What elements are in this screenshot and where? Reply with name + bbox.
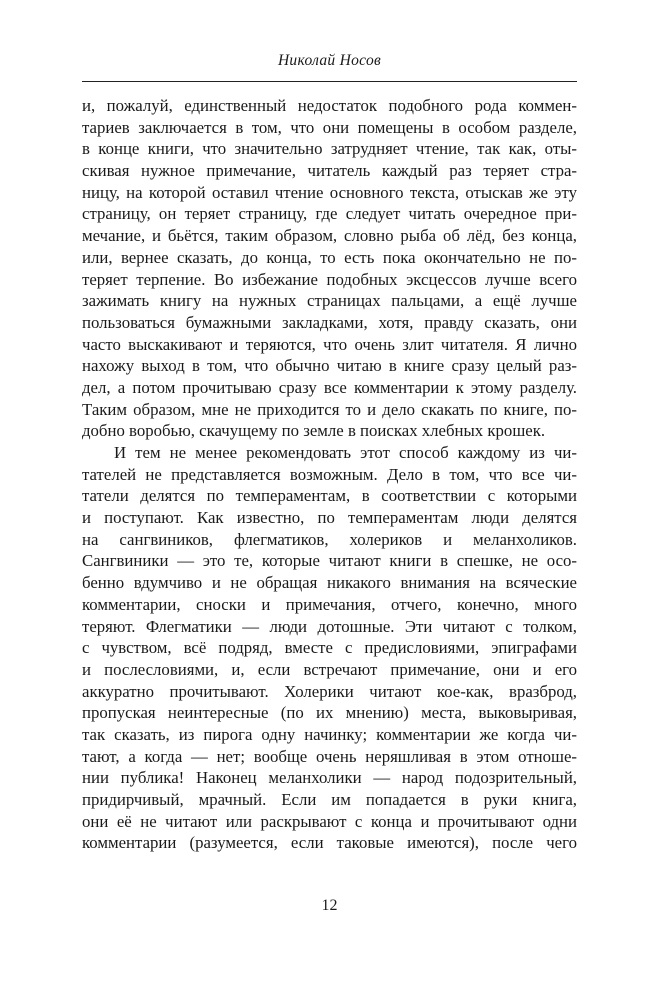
text-line: добно воробью, скачущему по земле в поисках хлебных крошек. [82,421,546,441]
text-line: Сангвиники — это те, которые читают книги в спешке, не осо- [82,551,577,571]
text-line: комментарии (разумеется, если таковые имеются), после чего [82,833,577,853]
text-line: мечание, и бьётся, таким образом, словно рыба об лёд, без конца, [82,226,577,246]
text-line: страницу, он теряет страницу, где следует читать очередное при- [82,204,577,224]
text-line: дел, а потом прочитываю сразу все комментарии к этому разделу. [82,377,577,397]
text-line: тают, а когда — нет; вообще очень неряшливая в этом отноше- [82,746,577,766]
paragraph-1 [82,95,577,442]
text-line: тателей не представляется возможным. Дело в том, что все чи- [82,464,577,484]
text-line: аккуратно прочитывают. Холерики читают кое-как, вразброд, [82,681,577,701]
text-line: и, пожалуй, единственный недостаток подобного рода коммен- [82,96,577,115]
text-line: нии публика! Наконец меланхолики — народ подозрительный, [82,768,577,788]
text-line: зажимать книгу на нужных страницах пальцами, а ещё лучше [82,291,577,311]
text-line: и поступают. Как известно, по темпераментам люди делятся [82,508,577,528]
text-line: пропуская неинтересные (по их мнению) места, выковыривая, [82,703,577,723]
text-line: бенно вдумчиво и не обращая никакого внимания на всяческие [82,573,577,593]
text-line: часто выскакивают и теряются, что очень злит читателя. Я лично [82,334,577,354]
text-line: на сангвиников, флегматиков, холериков и меланхоликов. [82,529,577,549]
text-line: пользоваться бумажными закладками, хотя, правду сказать, они [82,312,577,332]
body-text [82,95,577,854]
text-line: придирчивый, мрачный. Если им попадается в руки книга, [82,790,577,809]
text-line: теряет терпение. Во избежание подобных эксцессов лучше всего [82,269,577,289]
text-line: нахожу выход в том, что обычно читаю в книге сразу целый раз- [82,356,577,376]
text-line: ницу, на которой оставил чтение основного текста, отыскав же эту [82,182,577,202]
text-line: так сказать, из пирога одну начинку; комментарии же когда чи- [82,724,577,744]
text-line: тариев заключается в том, что они помещены в особом разделе, [82,117,577,137]
running-head-author: Николай Носов [277,52,382,69]
text-line: скивая нужное примечание, читатель каждый раз теряет стра- [82,161,577,181]
text-line: или, вернее сказать, до конца, то есть пока окончательно не по- [82,247,577,267]
text-line: комментарии, сноски и примечания, отчего, конечно, много [82,594,577,614]
text-line: теряют. Флегматики — люди дотошные. Эти читают с толком, [82,616,577,636]
text-line: и послесловиями, и, если встречают примечание, они и его [82,659,577,679]
text-line: татели делятся по темпераментам, в соответствии с которыми [82,486,577,506]
text-line: они её не читают или раскрывают с конца и прочитывают одни [82,811,577,831]
text-line: в конце книги, что значительно затрудняет чтение, так как, оты- [82,139,577,159]
text-line: И тем не менее рекомендовать этот способ каждому из чи- [114,443,577,462]
header-rule [82,81,577,82]
text-line: с чувством, всё подряд, вместе с предисловиями, эпиграфами [82,638,577,658]
paragraph-2 [82,442,577,854]
text-line: Таким образом, мне не приходится то и дело скакать по книге, по- [82,399,577,419]
page-number: 12 [321,897,338,914]
